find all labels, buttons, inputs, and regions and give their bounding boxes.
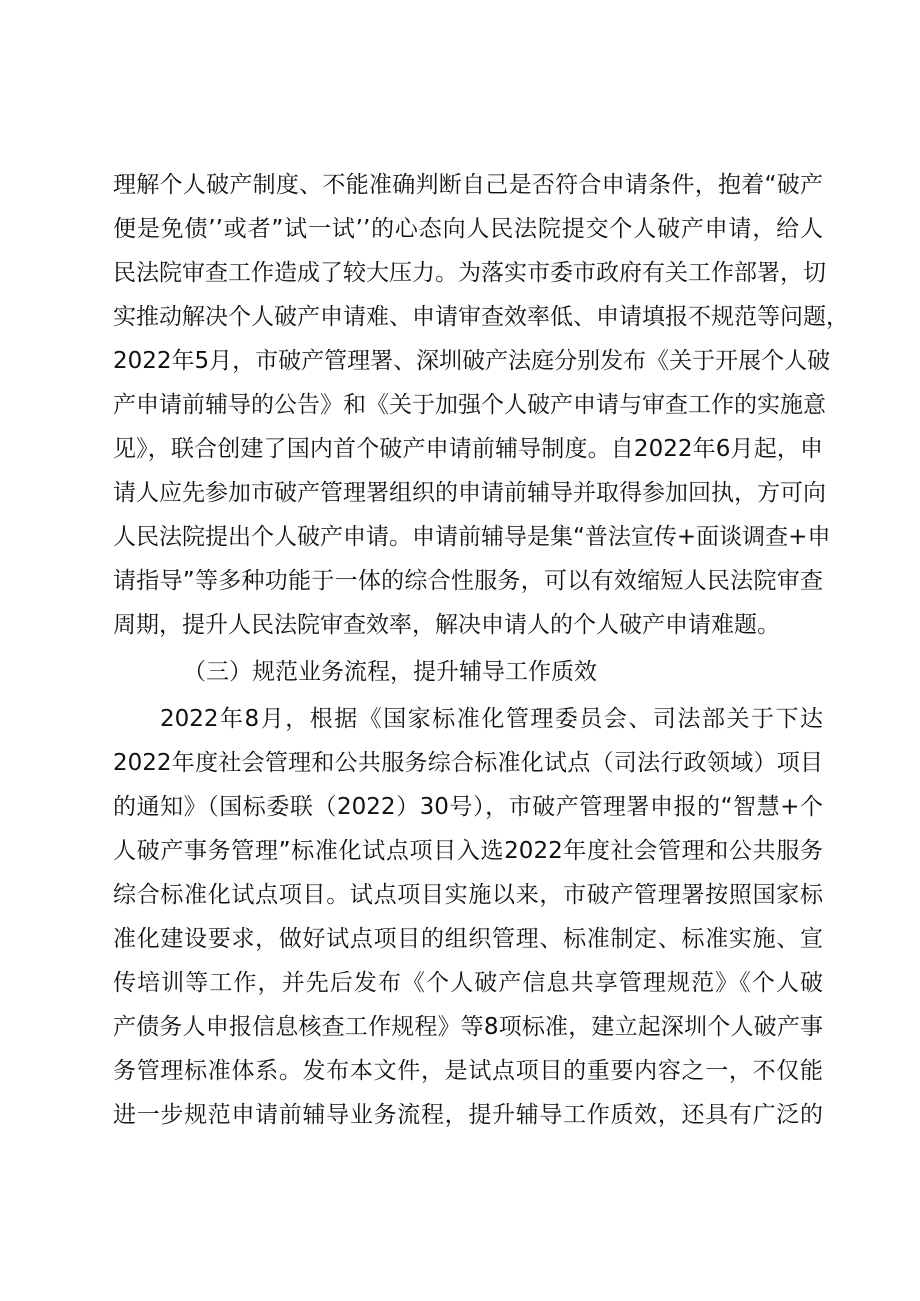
section-heading: （三）规范业务流程，提升辅导工作质效 xyxy=(183,659,597,685)
paragraph-1-line-4: 实推动解决个人破产申请难、申请审查效率低、申请填报不规范等问题， xyxy=(113,304,849,330)
paragraph-1-line-6: 产申请前辅导的公告》和《关于加强个人破产申请与审查工作的实施意 xyxy=(113,392,826,418)
paragraph-1-line-1: 理解个人破产制度、不能准确判断自己是否符合申请条件，抱着“破产 xyxy=(113,172,823,198)
paragraph-1-line-3: 民法院审查工作造成了较大压力。为落实市委市政府有关工作部署，切 xyxy=(113,260,826,286)
paragraph-2-line-10: 进一步规范申请前辅导业务流程，提升辅导工作质效，还具有广泛的 xyxy=(113,1102,823,1128)
paragraph-2-line-4: 人破产事务管理”标准化试点项目入选2022年度社会管理和公共服务 xyxy=(113,838,823,864)
paragraph-2-line-9: 务管理标准体系。发布本文件，是试点项目的重要内容之一，不仅能 xyxy=(113,1058,823,1084)
paragraph-1-line-11: 周期，提升人民法院审查效率，解决申请人的个人破产申请难题。 xyxy=(113,612,780,638)
paragraph-2-line-3: 的通知》（国标委联（2022）30号），市破产管理署申报的“智慧+个 xyxy=(113,794,823,820)
paragraph-1-line-7: 见》，联合创建了国内首个破产申请前辅导制度。自2022年6月起，申 xyxy=(113,436,823,462)
paragraph-1-line-10: 请指导”等多种功能于一体的综合性服务，可以有效缩短人民法院审查 xyxy=(113,568,823,594)
paragraph-1-line-9: 人民法院提出个人破产申请。申请前辅导是集“普法宣传+面谈调查+申 xyxy=(113,524,831,550)
paragraph-2-line-1: 2022年8月，根据《国家标准化管理委员会、司法部关于下达 xyxy=(160,706,823,732)
paragraph-2-line-8: 产债务人申报信息核查工作规程》等8项标准，建立起深圳个人破产事 xyxy=(113,1014,823,1040)
paragraph-2-line-7: 传培训等工作，并先后发布《个人破产信息共享管理规范》《个人破 xyxy=(113,970,823,996)
paragraph-2-line-2: 2022年度社会管理和公共服务综合标准化试点（司法行政领域）项目 xyxy=(113,750,823,776)
paragraph-1-line-5: 2022年5月，市破产管理署、深圳破产法庭分别发布《关于开展个人破 xyxy=(113,348,831,374)
paragraph-1-line-2: 便是免债’’或者”试一试’’的心态向人民法院提交个人破产申请，给人 xyxy=(113,216,823,242)
paragraph-2-line-6: 准化建设要求，做好试点项目的组织管理、标准制定、标准实施、宣 xyxy=(113,926,823,952)
paragraph-1-line-8: 请人应先参加市破产管理署组织的申请前辅导并取得参加回执，方可向 xyxy=(113,480,826,506)
paragraph-2-line-5: 综合标准化试点项目。试点项目实施以来，市破产管理署按照国家标 xyxy=(113,882,823,908)
